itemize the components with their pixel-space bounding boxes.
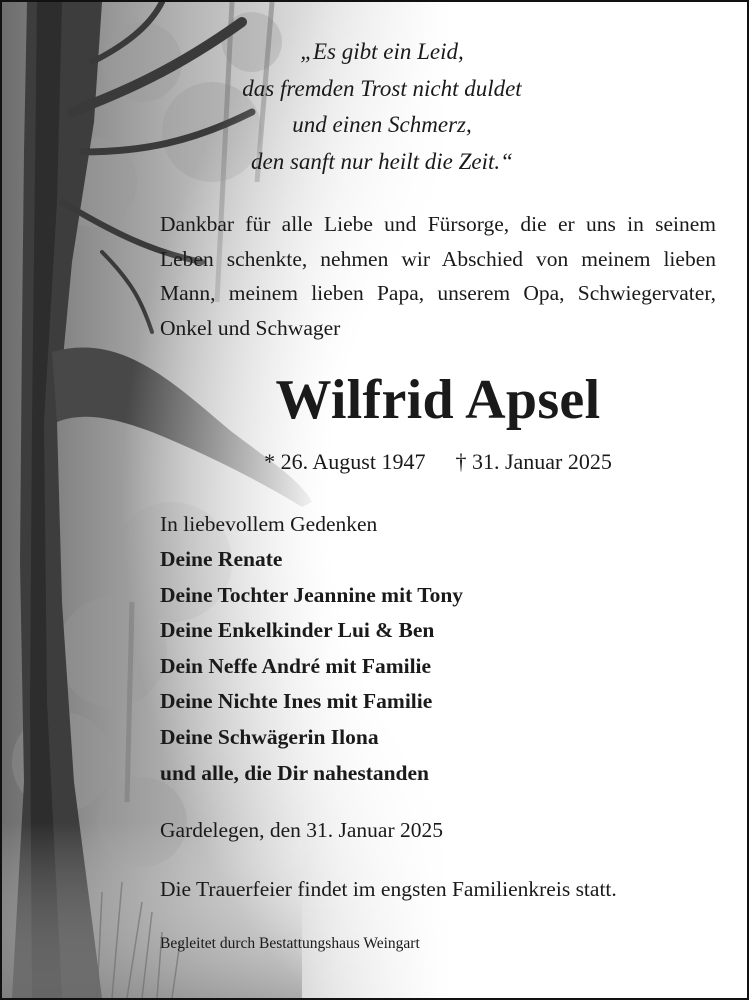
- mourners-list: [160, 542, 720, 791]
- death-date: † 31. Januar 2025: [455, 449, 612, 474]
- birth-date: * 26. August 1947: [264, 449, 426, 474]
- quote-line: und einen Schmerz,: [292, 112, 472, 137]
- mourner: Deine Enkelkinder Lui & Ben: [160, 618, 435, 643]
- quote: [182, 34, 582, 180]
- deceased-name: Wilfrid Apsel: [275, 369, 601, 431]
- mourner: Deine Renate: [160, 547, 283, 571]
- mourner: Deine Schwägerin Ilona: [160, 724, 379, 749]
- mourner: Deine Nichte Ines mit Familie: [160, 689, 433, 714]
- life-dates: [160, 446, 716, 478]
- mourner: Dein Neffe André mit Familie: [160, 653, 432, 678]
- place-date: Gardelegen, den 31. Januar 2025: [160, 818, 443, 842]
- mourner: Deine Tochter Jeannine mit Tony: [160, 582, 464, 607]
- intro-text: Dankbar für alle Liebe und Fürsorge, die er uns in seinem Leben schenkte, nehmen wir Abschied von meinem lieben Mann, meinem lieben Papa, unserem Opa, Schwiegervater, Onkel und Schwager: [160, 212, 716, 340]
- service-note: Die Trauerfeier findet im engsten Familienkreis statt.: [160, 877, 617, 901]
- memory-line: In liebevollem Gedenken: [160, 512, 378, 536]
- quote-line: „Es gibt ein Leid,: [300, 39, 464, 64]
- quote-line: das fremden Trost nicht duldet: [242, 75, 522, 101]
- mourner: und alle, die Dir nahestanden: [160, 760, 430, 785]
- quote-line: den sanft nur heilt die Zeit.“: [251, 148, 513, 174]
- undertaker-credit: Begleitet durch Bestattungshaus Weingart: [160, 935, 420, 952]
